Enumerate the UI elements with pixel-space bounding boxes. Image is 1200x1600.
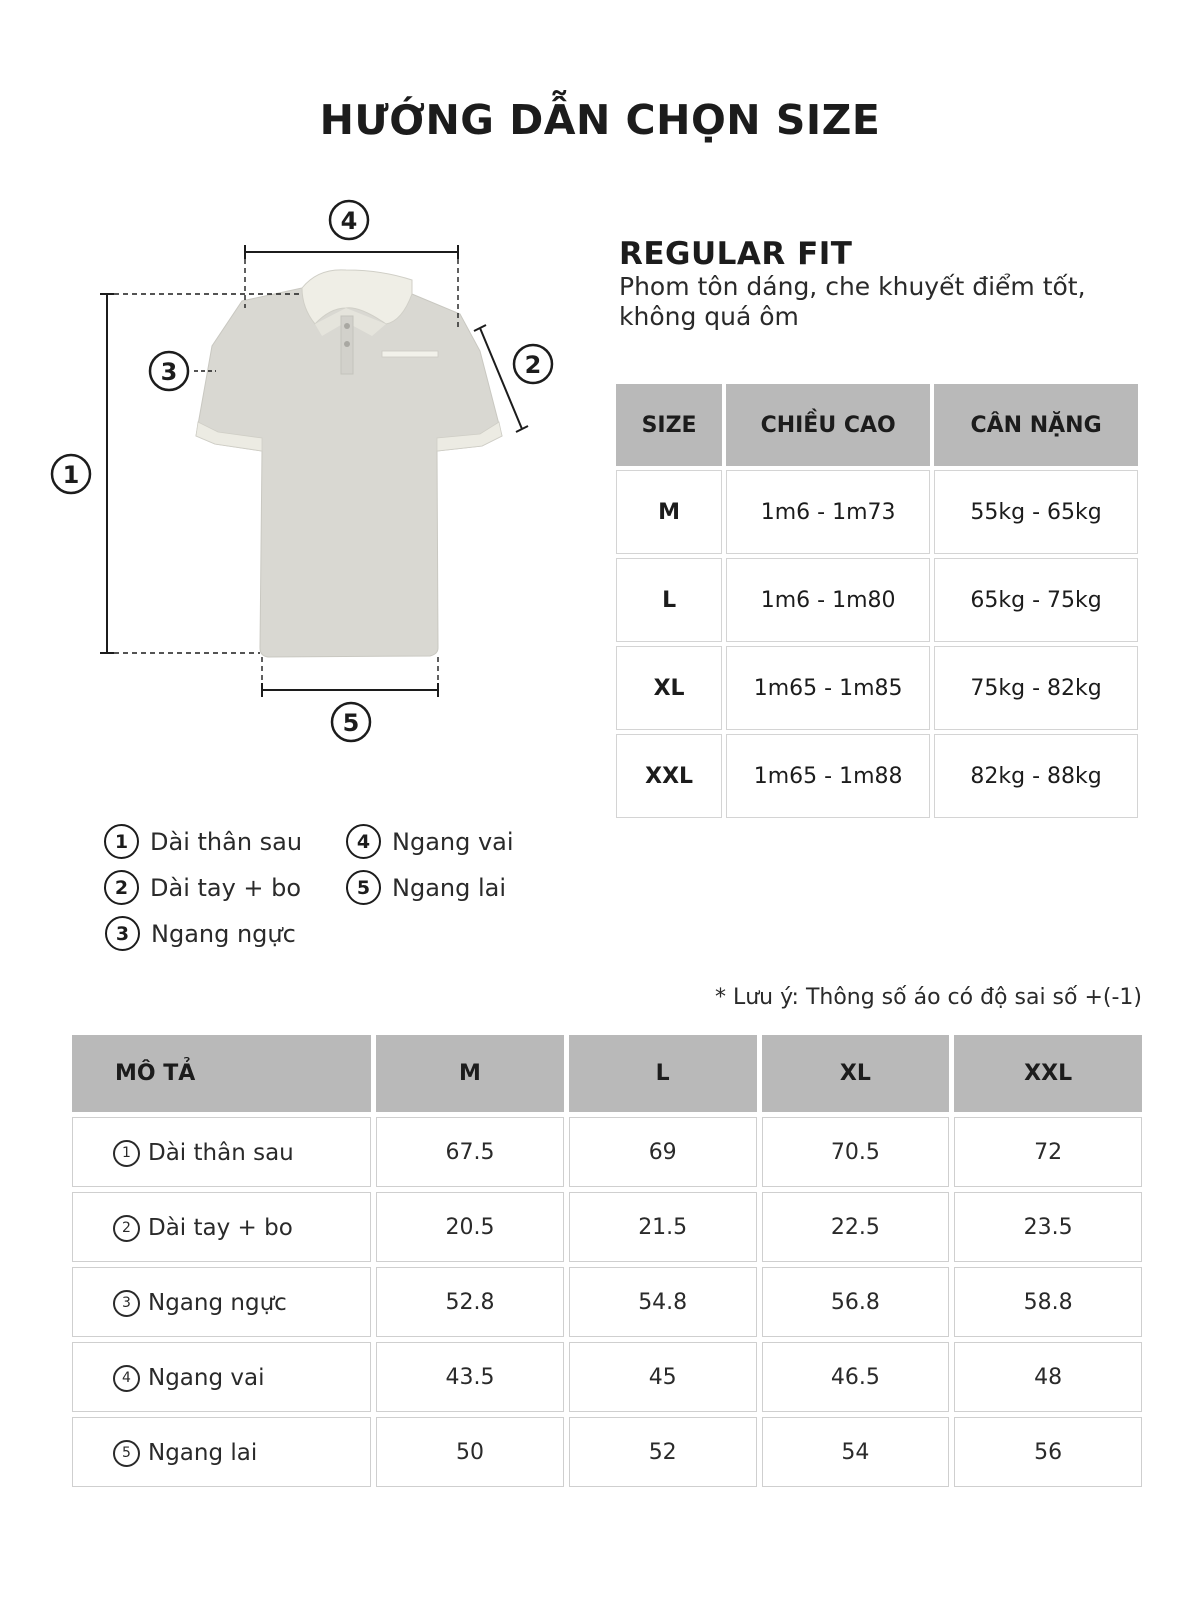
value-cell: 21.5 bbox=[569, 1192, 757, 1262]
svg-text:5: 5 bbox=[342, 709, 360, 737]
svg-text:2: 2 bbox=[524, 351, 542, 379]
description-cell bbox=[72, 1117, 371, 1187]
legend-label: Ngang lai bbox=[392, 873, 507, 902]
legend-item-1 bbox=[104, 824, 302, 859]
description-cell bbox=[72, 1267, 371, 1337]
size-table-header-row bbox=[616, 384, 1138, 466]
header-size: SIZE bbox=[616, 384, 722, 466]
number-badge: 5 bbox=[346, 870, 381, 905]
size-cell: XXL bbox=[616, 734, 722, 818]
value-cell: 52 bbox=[569, 1417, 757, 1487]
tolerance-note: * Lưu ý: Thông số áo có độ sai số +(-1) bbox=[714, 985, 1142, 1010]
row-label: Dài tay + bo bbox=[148, 1215, 293, 1242]
height-cell: 1m65 - 1m88 bbox=[726, 734, 930, 818]
value-cell: 67.5 bbox=[376, 1117, 564, 1187]
value-cell: 56 bbox=[954, 1417, 1142, 1487]
row-label: Ngang lai bbox=[148, 1440, 258, 1467]
weight-cell: 65kg - 75kg bbox=[934, 558, 1138, 642]
weight-cell: 82kg - 88kg bbox=[934, 734, 1138, 818]
table-row bbox=[72, 1117, 1142, 1187]
table-row bbox=[72, 1417, 1142, 1487]
value-cell: 22.5 bbox=[762, 1192, 950, 1262]
value-cell: 20.5 bbox=[376, 1192, 564, 1262]
header-size-xl: XL bbox=[762, 1035, 950, 1112]
number-badge: 1 bbox=[113, 1140, 140, 1167]
legend-item-5 bbox=[346, 870, 506, 905]
svg-text:1: 1 bbox=[62, 461, 80, 489]
legend-item-4 bbox=[346, 824, 514, 859]
size-recommendation-table bbox=[612, 380, 1142, 822]
description-cell bbox=[72, 1417, 371, 1487]
measurement-table bbox=[67, 1030, 1147, 1492]
size-cell: L bbox=[616, 558, 722, 642]
number-badge: 2 bbox=[104, 870, 139, 905]
value-cell: 56.8 bbox=[762, 1267, 950, 1337]
legend-label: Dài thân sau bbox=[150, 827, 303, 856]
svg-text:4: 4 bbox=[340, 207, 358, 235]
shirt-diagram bbox=[40, 196, 600, 776]
value-cell: 45 bbox=[569, 1342, 757, 1412]
value-cell: 58.8 bbox=[954, 1267, 1142, 1337]
height-cell: 1m65 - 1m85 bbox=[726, 646, 930, 730]
value-cell: 70.5 bbox=[762, 1117, 950, 1187]
header-size-l: L bbox=[569, 1035, 757, 1112]
weight-cell: 55kg - 65kg bbox=[934, 470, 1138, 554]
value-cell: 46.5 bbox=[762, 1342, 950, 1412]
measurement-legend bbox=[104, 824, 584, 964]
row-label: Ngang ngực bbox=[148, 1290, 287, 1317]
number-badge: 3 bbox=[105, 916, 140, 951]
marker-2 bbox=[514, 345, 552, 383]
value-cell: 69 bbox=[569, 1117, 757, 1187]
value-cell: 23.5 bbox=[954, 1192, 1142, 1262]
marker-3 bbox=[150, 352, 188, 390]
number-badge: 4 bbox=[346, 824, 381, 859]
legend-item-2 bbox=[104, 870, 301, 905]
number-badge: 1 bbox=[104, 824, 139, 859]
size-cell: XL bbox=[616, 646, 722, 730]
size-row-xl bbox=[616, 646, 1138, 730]
size-row-m bbox=[616, 470, 1138, 554]
value-cell: 54 bbox=[762, 1417, 950, 1487]
legend-label: Ngang vai bbox=[392, 827, 514, 856]
description-cell bbox=[72, 1192, 371, 1262]
header-weight: CÂN NẶNG bbox=[934, 384, 1138, 466]
header-description: MÔ TẢ bbox=[72, 1035, 371, 1112]
description-cell bbox=[72, 1342, 371, 1412]
value-cell: 43.5 bbox=[376, 1342, 564, 1412]
svg-text:3: 3 bbox=[160, 358, 178, 386]
number-badge: 4 bbox=[113, 1365, 140, 1392]
marker-5 bbox=[332, 703, 370, 741]
size-cell: M bbox=[616, 470, 722, 554]
value-cell: 48 bbox=[954, 1342, 1142, 1412]
marker-1 bbox=[52, 455, 90, 493]
number-badge: 3 bbox=[113, 1290, 140, 1317]
value-cell: 54.8 bbox=[569, 1267, 757, 1337]
polo-shirt-illustration bbox=[196, 270, 502, 657]
legend-label: Ngang ngực bbox=[151, 919, 296, 948]
legend-label: Dài tay + bo bbox=[150, 873, 302, 902]
measure-line-5 bbox=[262, 657, 438, 697]
legend-item-3 bbox=[105, 916, 296, 951]
value-cell: 50 bbox=[376, 1417, 564, 1487]
weight-cell: 75kg - 82kg bbox=[934, 646, 1138, 730]
height-cell: 1m6 - 1m73 bbox=[726, 470, 930, 554]
size-row-l bbox=[616, 558, 1138, 642]
page-title: HƯỚNG DẪN CHỌN SIZE bbox=[319, 96, 881, 144]
measure-table-header-row bbox=[72, 1035, 1142, 1112]
header-height: CHIỀU CAO bbox=[726, 384, 930, 466]
value-cell: 52.8 bbox=[376, 1267, 564, 1337]
number-badge: 2 bbox=[113, 1215, 140, 1242]
row-label: Ngang vai bbox=[148, 1365, 265, 1392]
header-size-m: M bbox=[376, 1035, 564, 1112]
header-size-xxl: XXL bbox=[954, 1035, 1142, 1112]
marker-4 bbox=[330, 201, 368, 239]
size-row-xxl bbox=[616, 734, 1138, 818]
table-row bbox=[72, 1342, 1142, 1412]
fit-description: Phom tôn dáng, che khuyết điểm tốt, không quá ôm bbox=[619, 272, 1086, 331]
height-cell: 1m6 - 1m80 bbox=[726, 558, 930, 642]
table-row bbox=[72, 1192, 1142, 1262]
fit-title: REGULAR FIT bbox=[619, 236, 853, 272]
row-label: Dài thân sau bbox=[148, 1140, 294, 1167]
table-row bbox=[72, 1267, 1142, 1337]
number-badge: 5 bbox=[113, 1440, 140, 1467]
value-cell: 72 bbox=[954, 1117, 1142, 1187]
